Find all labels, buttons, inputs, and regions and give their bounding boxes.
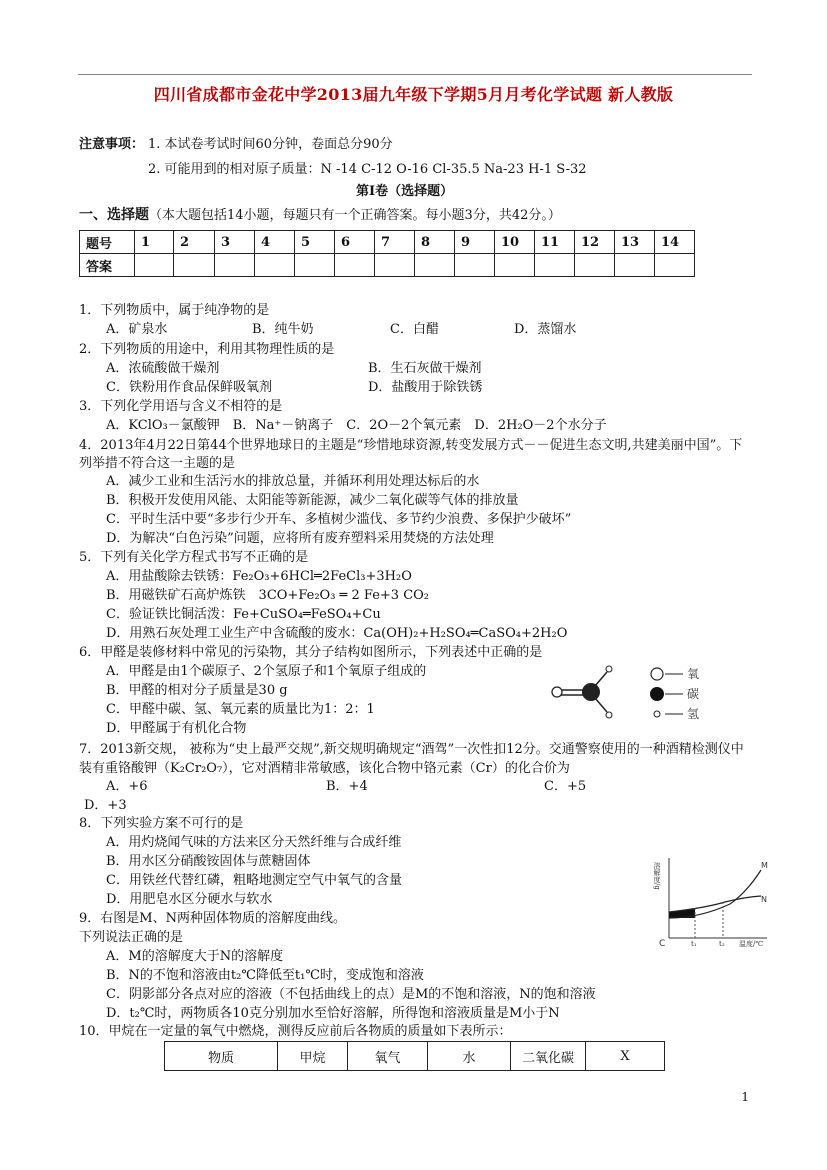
q10-col-header: 甲烷 xyxy=(278,1042,348,1071)
answer-cell[interactable] xyxy=(174,254,215,277)
q10-col-header: 水 xyxy=(428,1042,511,1071)
legend-oxygen-label: 氧 xyxy=(687,667,700,681)
q3-options: A．KClO₃－氯酸钾 B．Na⁺－钠离子 C．2O－2个氧元素 D．2H₂O－2个水分子 xyxy=(106,418,607,433)
answer-cell[interactable] xyxy=(575,254,615,277)
q9-stem: 9．右图是M、N两种固体物质的溶解度曲线。 xyxy=(79,911,346,926)
answer-cell[interactable] xyxy=(415,254,455,277)
q7-option-c: C．+5 xyxy=(544,779,587,794)
answer-cell[interactable] xyxy=(535,254,575,277)
hydrogen-atom xyxy=(606,712,612,718)
q8-option-b: B．用水区分硝酸铵固体与蔗糖固体 xyxy=(106,854,311,869)
answer-table-row-numbers xyxy=(80,231,695,254)
q4-option-a: A．减少工业和生活污水的排放总量，并循环利用处理达标后的水 xyxy=(106,474,480,489)
answer-cell[interactable] xyxy=(215,254,255,277)
q2-option-d: D．盐酸用于除铁锈 xyxy=(368,380,483,395)
section-label: 一、选择题 xyxy=(79,207,149,223)
row-label-answer: 答案 xyxy=(80,254,135,277)
carbon-atom xyxy=(582,683,600,701)
q9-option-c: C．阴影部分各点对应的溶液（不包括曲线上的点）是M的不饱和溶液，N的饱和溶液 xyxy=(106,987,596,1002)
q5-option-d: D．用熟石灰处理工业生产中含硫酸的废水：Ca(OH)₂+H₂SO₄═CaSO₄+2H₂O xyxy=(106,626,568,641)
q-num-cell: 1 xyxy=(135,231,174,254)
q6-option-c: C．甲醛中碳、氢、氧元素的质量比为1：2：1 xyxy=(106,702,375,717)
answer-table-row-answers xyxy=(80,254,695,277)
answer-table xyxy=(79,230,695,277)
q-num-cell: 10 xyxy=(495,231,535,254)
q5-option-c: C．验证铁比铜活泼：Fe+CuSO₄═FeSO₄+Cu xyxy=(106,607,381,622)
q1-option-b: B．纯牛奶 xyxy=(252,322,314,337)
graph-xlabel: 温度/℃ xyxy=(739,940,764,948)
graph-t1-label: t₁ xyxy=(691,940,697,948)
q-num-cell: 2 xyxy=(174,231,215,254)
legend-carbon-label: 碳 xyxy=(687,687,700,701)
q2-option-b: B．生石灰做干燥剂 xyxy=(368,361,482,376)
q7-option-a: A．+6 xyxy=(106,779,148,794)
q-num-cell: 7 xyxy=(375,231,415,254)
page-title: 四川省成都市金花中学2013届九年级下学期5月月考化学试题 新人教版 xyxy=(153,85,674,104)
q-num-cell: 5 xyxy=(295,231,335,254)
q7-stem: 7．2013新交规， 被称为“史上最严交规”,新交规明确规定“酒驾”一次性扣12分。交通警察使用的一种酒精检测仪中装有重铬酸钾（K₂Cr₂O₇），它对酒精非常敏感，该化合物中铬元素（Cr）的化合价为 xyxy=(79,742,744,776)
q4-option-d: D．为解决“白色污染”问题，应将所有废弃塑料采用焚烧的方法处理 xyxy=(106,531,494,546)
q7-option-d: D．+3 xyxy=(84,798,127,813)
q8-option-d: D．用肥皂水区分硬水与软水 xyxy=(106,892,273,907)
notes-item-2: 2. 可能用到的相对原子质量：N -14 C-12 O-16 Cl-35.5 Na-23 H-1 S-32 xyxy=(148,162,587,177)
q6-option-b: B．甲醛的相对分子质量是30 g xyxy=(106,683,288,698)
q4-stem: 4．2013年4月22日第44个世界地球日的主题是“珍惜地球资源,转变发展方式－－促进生态文明,共建美丽中国”。下列举措不符合这一主题的是 xyxy=(79,438,743,471)
q10-stem: 10．甲烷在一定量的氧气中燃烧，测得反应前后各物质的质量如下表所示： xyxy=(79,1024,512,1039)
q1-stem: 1．下列物质中，属于纯净物的是 xyxy=(79,303,270,318)
q1-option-a: A．矿泉水 xyxy=(106,322,168,337)
q8-option-c: C．用铁丝代替红磷，粗略地测定空气中氧气的含量 xyxy=(106,873,402,888)
graph-origin-label: C xyxy=(659,939,666,949)
q10-col-header: 二氧化碳 xyxy=(511,1042,586,1071)
q9-option-b: B．N的不饱和溶液由t₂℃降低至t₁℃时，变成饱和溶液 xyxy=(106,968,424,983)
q10-col-header: X xyxy=(586,1042,665,1071)
q10-col-header: 氧气 xyxy=(348,1042,428,1071)
graph-t2-label: t₂ xyxy=(719,940,725,948)
section-desc: （本大题包括14小题，每题只有一个正确答案。每小题3分，共42分。） xyxy=(149,208,561,223)
legend-carbon-symbol xyxy=(650,687,664,701)
q10-table xyxy=(164,1041,665,1071)
q9-option-a: A．M的溶解度大于N的溶解度 xyxy=(106,949,284,964)
notes-label: 注意事项： xyxy=(79,137,145,152)
answer-cell[interactable] xyxy=(615,254,655,277)
graph-curve-n-label: N xyxy=(761,895,767,904)
oxygen-atom xyxy=(552,687,562,697)
q10-col-header: 物质 xyxy=(165,1042,278,1071)
part-title: 第Ⅰ卷（选择题） xyxy=(356,184,454,199)
q2-option-a: A．浓硫酸做干燥剂 xyxy=(106,361,220,376)
answer-cell[interactable] xyxy=(495,254,535,277)
section-heading xyxy=(79,207,561,224)
row-label-number: 题号 xyxy=(80,231,135,254)
answer-cell[interactable] xyxy=(335,254,375,277)
q-num-cell: 4 xyxy=(255,231,295,254)
q6-option-d: D．甲醛属于有机化合物 xyxy=(106,721,247,736)
hydrogen-atom xyxy=(606,666,612,672)
q5-option-a: A．用盐酸除去铁锈：Fe₂O₃+6HCl═2FeCl₃+3H₂O xyxy=(106,569,412,584)
q2-option-c: C．铁粉用作食品保鲜吸氧剂 xyxy=(106,380,272,395)
q-num-cell: 11 xyxy=(535,231,575,254)
legend-hydrogen-symbol xyxy=(654,711,660,717)
q-num-cell: 9 xyxy=(455,231,495,254)
q-num-cell: 8 xyxy=(415,231,455,254)
answer-cell[interactable] xyxy=(455,254,495,277)
answer-cell[interactable] xyxy=(295,254,335,277)
q6-option-a: A．甲醛是由1个碳原子、2个氢原子和1个氧原子组成的 xyxy=(106,664,427,679)
q4-option-c: C．平时生活中要“多步行少开车、多植树少滥伐、多节约少浪费、多保护少破坏” xyxy=(106,512,572,527)
q3-stem: 3．下列化学用语与含义不相符的是 xyxy=(79,399,283,414)
formaldehyde-molecule-diagram xyxy=(545,664,715,726)
q10-table-header-row xyxy=(165,1042,665,1071)
q-num-cell: 6 xyxy=(335,231,375,254)
graph-ylabel: 溶解度/g xyxy=(653,862,661,890)
solubility-curve-graph xyxy=(655,852,775,948)
q-num-cell: 3 xyxy=(215,231,255,254)
header-rule xyxy=(78,74,752,75)
answer-cell[interactable] xyxy=(255,254,295,277)
notes-item-1: 1. 本试卷考试时间60分钟，卷面总分90分 xyxy=(148,137,393,152)
q7-option-b: B．+4 xyxy=(326,779,368,794)
legend-oxygen-symbol xyxy=(651,668,663,680)
q6-stem: 6．甲醛是装修材料中常见的污染物，其分子结构如图所示，下列表述中正确的是 xyxy=(79,645,543,660)
q8-stem: 8．下列实验方案不可行的是 xyxy=(79,816,244,831)
q1-option-c: C．白醋 xyxy=(390,322,439,337)
page-number: 1 xyxy=(741,1090,749,1104)
q5-stem: 5．下列有关化学方程式书写不正确的是 xyxy=(79,550,309,565)
q9-stem-2: 下列说法正确的是 xyxy=(79,930,184,945)
answer-cell[interactable] xyxy=(655,254,695,277)
q-num-cell: 12 xyxy=(575,231,615,254)
answer-cell[interactable] xyxy=(375,254,415,277)
q2-stem: 2．下列物质的用途中，利用其物理性质的是 xyxy=(79,342,335,357)
graph-curve-m-label: M xyxy=(761,861,768,870)
q9-option-d: D．t₂℃时，两物质各10克分别加水至恰好溶解，所得饱和溶液质量是M小于N xyxy=(106,1006,560,1021)
legend-hydrogen-label: 氢 xyxy=(687,707,700,721)
q-num-cell: 14 xyxy=(655,231,695,254)
q8-option-a: A．用灼烧闻气味的方法来区分天然纤维与合成纤维 xyxy=(106,835,402,850)
q5-option-b: B．用磁铁矿石高炉炼铁 3CO+Fe₂O₃ ═ 2 Fe+3 CO₂ xyxy=(106,588,430,603)
q4-option-b: B．积极开发使用风能、太阳能等新能源，减少二氧化碳等气体的排放量 xyxy=(106,493,519,508)
q1-option-d: D．蒸馏水 xyxy=(514,322,577,337)
q-num-cell: 13 xyxy=(615,231,655,254)
answer-cell[interactable] xyxy=(135,254,174,277)
